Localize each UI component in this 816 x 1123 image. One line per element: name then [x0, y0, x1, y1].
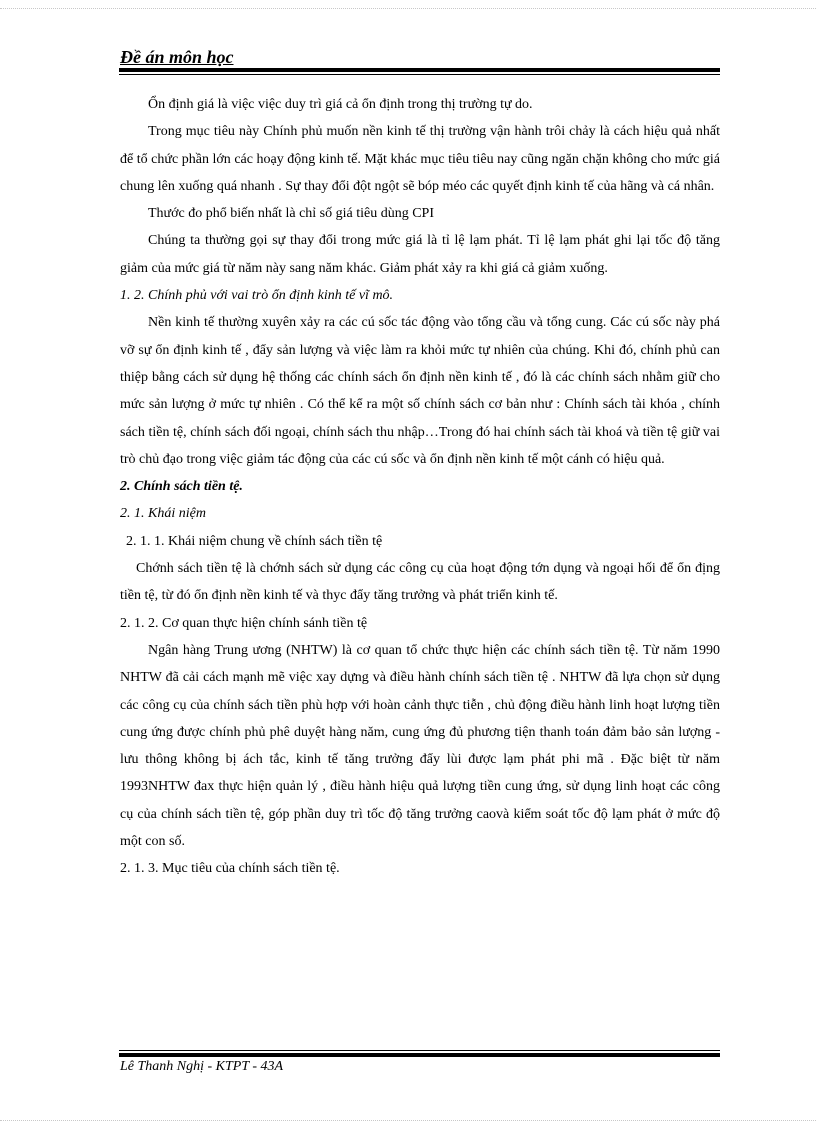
- subsection-heading: 2. 1. Khái niệm: [120, 506, 206, 522]
- page-top-edge: [0, 8, 816, 9]
- paragraph: Trong mục tiêu này Chính phủ muốn nền kinh tế thị trường vận hành trôi chảy là cách hiệu quả nhất để tổ chức phần lớn các hoạy động kinh tế. Mặt khác mục tiêu tiêu nay cũng ngăn chặn không cho mức giá chung lên xuống quá nhanh . Sự thay đổi đột ngột sẽ bóp méo các quyết định kinh tế của hãng và cá nhân.: [120, 124, 720, 194]
- section-heading: 1. 2. Chính phủ với vai trò ổn định kinh tế vĩ mô.: [120, 288, 394, 304]
- header-rule-thin: [119, 74, 720, 75]
- header-rule-thick: [119, 68, 720, 72]
- paragraph: Chớnh sách tiền tệ là chớnh sách sử dụng các công cụ của hoạt động tớn dụng và ngoại hối để ổn địng tiền tệ, từ đó ổn định nền kinh tế và thyc đẩy tăng trưởng và phát triển kinh tế.: [120, 561, 720, 604]
- subsection-heading: 2. 1. 3. Mục tiêu của chính sách tiền tệ.: [120, 861, 340, 877]
- page-bottom-edge: [0, 1120, 816, 1121]
- paragraph: Thước đo phổ biến nhất là chỉ số giá tiêu dùng CPI: [148, 206, 435, 222]
- paragraph: Nền kinh tế thường xuyên xảy ra các cú sốc tác động vào tổng cầu và tổng cung. Các cú sốc này phá vỡ sự ổn định kinh tế , đẩy sản lượng và việc làm ra khỏi mức tự nhiên của chúng. Khi đó, chính phủ can thiệp bằng cách sử dụng hệ thống các chính sách ổn định nền kinh tế , đó là các chính sách nhằm giữ cho mức sản lượng ở mức tự nhiên . Có thể kể ra một số chính sách cơ bản như : Chính sách tài khóa , chính sách tiền tệ, chính sách đối ngoại, chính sách thu nhập…Trong đó hai chính sách tài khoá và tiền tệ giữ vai trò chủ đạo trong việc giảm tác động của các cú sốc và ổn định nền kinh tế một cánh có hiệu quả.: [120, 315, 720, 467]
- page-footer-author: Lê Thanh Nghị - KTPT - 43A: [120, 1059, 284, 1074]
- section-heading: 2. Chính sách tiền tệ.: [120, 479, 243, 495]
- document-body: [120, 91, 720, 883]
- footer-rule-thick: [119, 1053, 720, 1057]
- paragraph: Ngân hàng Trung ương (NHTW) là cơ quan tổ chức thực hiện các chính sách tiền tệ. Từ năm 1990 NHTW đã cải cách mạnh mẽ việc xay dựng và điều hành chính sách tiền tệ . NHTW đã lựa chọn sử dụng các công cụ của chính sách tiền phù hợp với hoàn cảnh thực tiễn , chủ động điều hành linh hoạt lượng tiền cung ứng được chính phủ phê duyệt hàng năm, cung ứng đủ phương tiện thanh toán đảm bảo sản lượng - lưu thông không bị ách tắc, kinh tế tăng trưởng đẩy lùi được lạm phát phi mã . Đặc biệt từ năm 1993NHTW đax thực hiện quản lý , điều hành hiệu quả lượng tiền cung ứng, sử dụng linh hoạt các công cụ của chính sách tiền tệ, góp phần duy trì tốc độ tăng trưởng caovà kiểm soát tốc độ lạm phát ở mức độ một con số.: [120, 642, 720, 850]
- subsection-heading: 2. 1. 1. Khái niệm chung về chính sách tiền tệ: [126, 533, 383, 549]
- paragraph: Ổn định giá là việc việc duy trì giá cả ổn định trong thị trường tự do.: [148, 97, 533, 112]
- paragraph: Chúng ta thường gọi sự thay đổi trong mức giá là tỉ lệ lạm phát. Tỉ lệ lạm phát ghi lại tốc độ tăng giảm của mức giá từ năm này sang năm khác. Giảm phát xảy ra khi giá cả giảm xuống.: [120, 233, 720, 276]
- subsection-heading: 2. 1. 2. Cơ quan thực hiện chính sánh tiền tệ: [120, 615, 368, 631]
- page-header-title: Đề án môn học: [120, 47, 234, 67]
- footer-rule-thin: [119, 1050, 720, 1051]
